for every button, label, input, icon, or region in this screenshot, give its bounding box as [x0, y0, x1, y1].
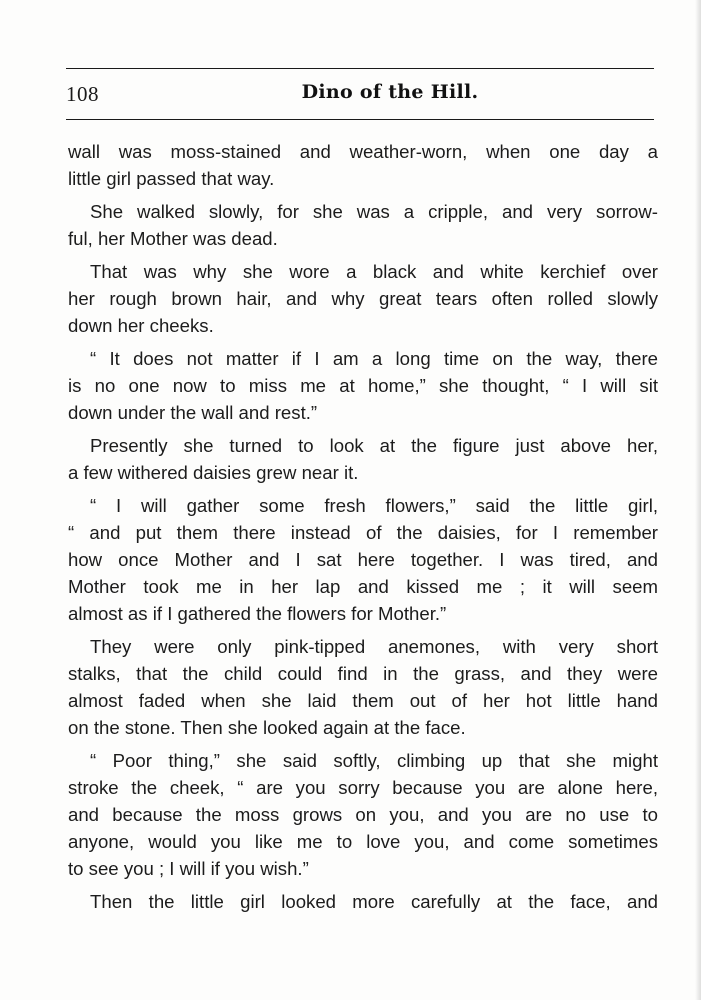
running-head [66, 78, 654, 112]
paragraph [68, 138, 658, 192]
text-line: Mother took me in her lap and kissed me ; it will seem [68, 576, 658, 597]
paragraph [68, 888, 658, 915]
text-line: to see you ; I will if you wish.” [68, 858, 309, 879]
text-line: “ I will gather some fresh flowers,” said the little girl, [90, 495, 658, 516]
text-line: almost as if I gathered the flowers for Mother.” [68, 603, 447, 624]
text-line: anyone, would you like me to love you, and come sometimes [68, 831, 658, 852]
page-number: 108 [66, 82, 99, 106]
paragraph [68, 198, 658, 252]
text-line: Presently she turned to look at the figure just above her, [90, 435, 658, 456]
text-line: “ It does not matter if I am a long time on the way, there [90, 348, 658, 369]
text-line: almost faded when she laid them out of her hot little hand [68, 690, 658, 711]
text-line: She walked slowly, for she was a cripple, and very sorrow- [90, 201, 658, 222]
paragraph [68, 633, 658, 741]
text-line: stroke the cheek, “ are you sorry because you are alone here, [68, 777, 658, 798]
header-rule-bottom [66, 119, 654, 120]
text-line: Then the little girl looked more carefully at the face, and [90, 891, 658, 912]
text-line: “ Poor thing,” she said softly, climbing up that she might [90, 750, 658, 771]
text-line: is no one now to miss me at home,” she thought, “ I will sit [68, 375, 658, 396]
body-text [68, 138, 658, 915]
text-line: stalks, that the child could find in the grass, and they were [68, 663, 658, 684]
text-line: how once Mother and I sat here together. I was tired, and [68, 549, 658, 570]
paragraph [68, 258, 658, 339]
paragraph [68, 345, 658, 426]
running-title: Dino of the Hill. [301, 81, 479, 103]
text-line: wall was moss-stained and weather-worn, when one day a [68, 141, 658, 162]
header-rule-top [66, 68, 654, 69]
text-line: down her cheeks. [68, 315, 214, 336]
paragraph [68, 747, 658, 882]
text-line: her rough brown hair, and why great tears often rolled slowly [68, 288, 658, 309]
text-line: a few withered daisies grew near it. [68, 462, 359, 483]
text-line: down under the wall and rest.” [68, 402, 318, 423]
page-edge-shadow [695, 0, 701, 1000]
paragraph [68, 432, 658, 486]
paragraph [68, 492, 658, 627]
text-line: and because the moss grows on you, and you are no use to [68, 804, 658, 825]
text-line: That was why she wore a black and white kerchief over [90, 261, 658, 282]
text-line: on the stone. Then she looked again at the face. [68, 717, 466, 738]
text-line: “ and put them there instead of the daisies, for I remember [68, 522, 658, 543]
text-line: little girl passed that way. [68, 168, 275, 189]
text-line: ful, her Mother was dead. [68, 228, 278, 249]
text-line: They were only pink-tipped anemones, with very short [90, 636, 658, 657]
